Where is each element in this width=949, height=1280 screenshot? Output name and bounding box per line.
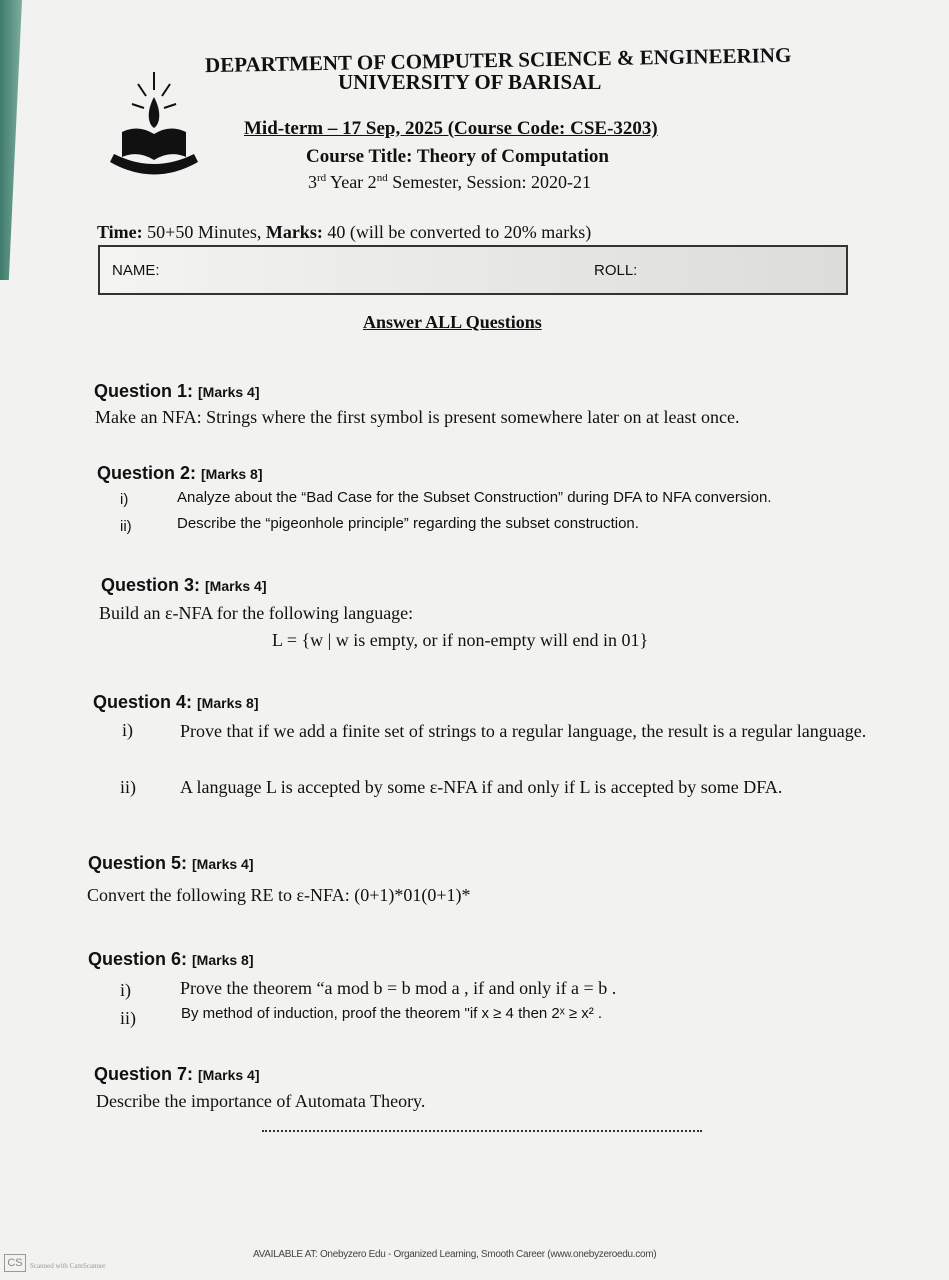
question-4-title: Question 4: [Marks 8]	[93, 692, 259, 712]
university-name: UNIVERSITY OF BARISAL	[338, 70, 602, 94]
part-number: i)	[120, 491, 129, 508]
scan-edge	[0, 0, 22, 280]
footer-text: AVAILABLE AT: Onebyzero Edu - Organized Learning, Smooth Career (www.onebyzeroedu.com)	[253, 1249, 657, 1260]
question-7-title: Question 7: [Marks 4]	[94, 1064, 260, 1084]
question-5-title: Question 5: [Marks 4]	[88, 853, 254, 873]
question-1-title: Question 1: [Marks 4]	[94, 381, 260, 401]
end-dotted-line	[262, 1130, 702, 1132]
camscanner-badge: CS	[4, 1254, 26, 1272]
question-4-part-2: A language L is accepted by some ε-NFA if and only if L is accepted by some DFA.	[180, 777, 783, 797]
question-7-text: Describe the importance of Automata Theory.	[96, 1091, 426, 1111]
year-semester: 3rd Year 2nd Semester, Session: 2020-21	[308, 172, 591, 192]
question-3-formula: L = {w | w is empty, or if non-empty will end in 01}	[272, 630, 649, 650]
part-number: ii)	[120, 777, 136, 797]
part-number: ii)	[120, 518, 132, 535]
part-number: i)	[122, 720, 133, 740]
question-2-part-2: Describe the “pigeonhole principle” regarding the subset construction.	[177, 515, 639, 532]
question-6-title: Question 6: [Marks 8]	[88, 949, 254, 969]
roll-label: ROLL:	[594, 262, 638, 279]
department-name: DEPARTMENT OF COMPUTER SCIENCE & ENGINEERING	[204, 42, 792, 78]
question-3-text: Build an ε-NFA for the following language:	[99, 603, 414, 623]
university-logo	[108, 62, 200, 180]
question-1-text: Make an NFA: Strings where the first symbol is present somewhere later on at least once.	[95, 407, 740, 427]
question-6-part-2: By method of induction, proof the theorem "if x ≥ 4 then 2ˣ ≥ x² .	[181, 1005, 603, 1022]
name-roll-box	[98, 245, 848, 295]
question-4-part-1: Prove that if we add a finite set of strings to a regular language, the result is a regular language.	[180, 721, 867, 741]
course-title: Course Title: Theory of Computation	[306, 146, 609, 167]
time-marks: Time: 50+50 Minutes, Marks: 40 (will be converted to 20% marks)	[97, 222, 592, 242]
instruction: Answer ALL Questions	[363, 312, 542, 332]
question-2-part-1: Analyze about the “Bad Case for the Subset Construction” during DFA to NFA conversion.	[177, 489, 772, 506]
name-label: NAME:	[112, 262, 160, 279]
exam-line: Mid-term – 17 Sep, 2025 (Course Code: CSE-3203)	[244, 118, 658, 139]
part-number: i)	[120, 980, 131, 1000]
question-6-part-1: Prove the theorem “a mod b = b mod a , if and only if a = b .	[180, 978, 617, 998]
part-number: ii)	[120, 1008, 136, 1028]
question-2-title: Question 2: [Marks 8]	[97, 463, 263, 483]
question-5-text: Convert the following RE to ε-NFA: (0+1)*01(0+1)*	[87, 885, 471, 905]
question-3-title: Question 3: [Marks 4]	[101, 575, 267, 595]
camscanner-label: Scanned with CamScanner	[30, 1262, 106, 1270]
